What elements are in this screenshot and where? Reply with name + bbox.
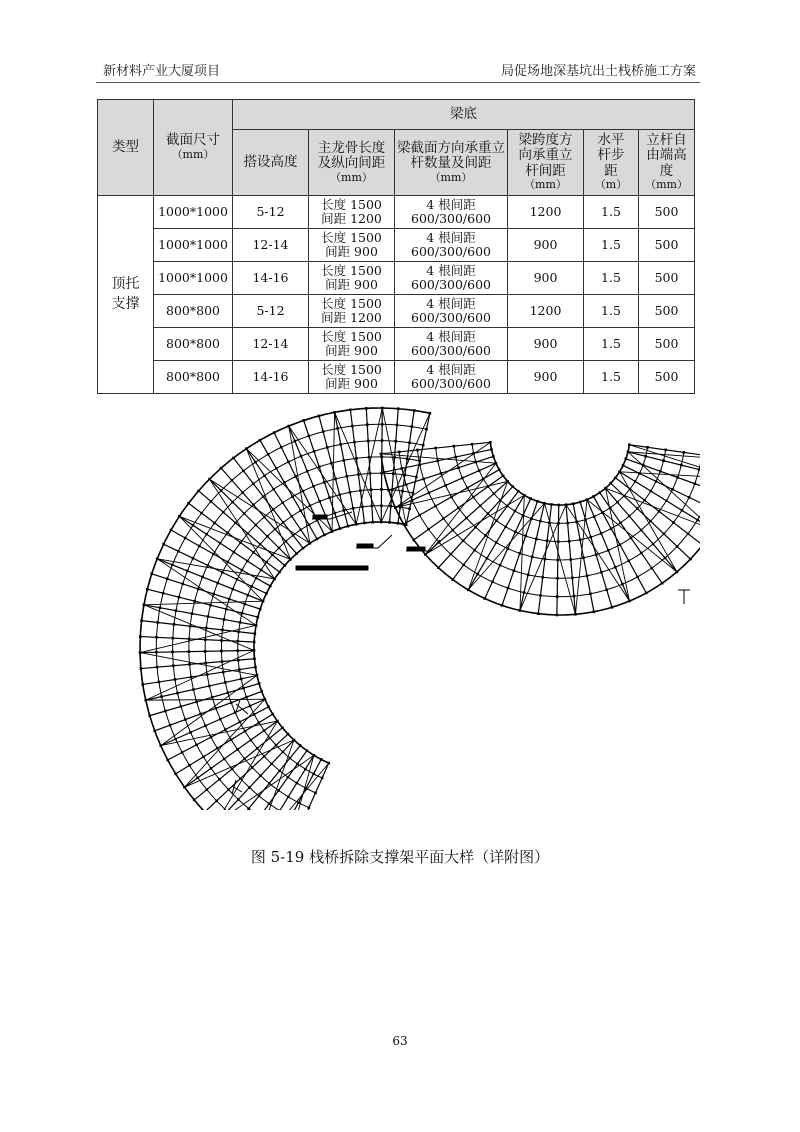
header-document-title: 局促场地深基坑出土栈桥施工方案 [500, 64, 696, 79]
cell-span: 1200 [508, 196, 584, 229]
header-type: 类型 [98, 100, 154, 196]
header-horizontal-step-unit: （m） [594, 178, 628, 192]
cell-step: 1.5 [584, 196, 639, 229]
header-section-size-unit: （mm） [171, 147, 215, 161]
cell-poles-count: 4 根间距 [426, 328, 476, 344]
cell-free: 500 [639, 196, 695, 229]
cell-keel-length: 长度 1500 [321, 262, 382, 278]
cell-keel [309, 361, 395, 394]
type-line-2: 支撑 [111, 295, 140, 312]
cell-height: 5-12 [233, 295, 309, 328]
cell-step: 1.5 [584, 229, 639, 262]
cell-section: 1000*1000 [154, 196, 233, 229]
cell-section: 800*800 [154, 295, 233, 328]
header-main-keel-unit: （mm） [330, 170, 373, 184]
cell-keel-length: 长度 1500 [321, 295, 382, 311]
cell-keel [309, 295, 395, 328]
table-row [98, 328, 695, 361]
cell-keel [309, 196, 395, 229]
cell-height: 5-12 [233, 196, 309, 229]
cell-free: 500 [639, 361, 695, 394]
cell-step: 1.5 [584, 295, 639, 328]
header-beam-section-poles-label: 梁截面方向承重立杆数量及间距 [397, 139, 505, 172]
cell-section: 1000*1000 [154, 229, 233, 262]
table-row [98, 196, 695, 229]
cell-poles [395, 328, 508, 361]
header-section-size [154, 100, 233, 196]
cell-step: 1.5 [584, 262, 639, 295]
type-cell [98, 196, 154, 394]
header-free-end-unit: （mm） [645, 178, 688, 192]
table-row [98, 229, 695, 262]
cell-poles-spacing: 600/300/600 [411, 277, 491, 292]
header-free-end-label: 立杆自由端高度 [646, 131, 687, 179]
scaffold-grid [139, 407, 700, 810]
page-number: 63 [392, 1034, 408, 1048]
cell-section: 800*800 [154, 361, 233, 394]
cell-span: 900 [508, 328, 584, 361]
table-row [98, 262, 695, 295]
header-beam-bottom: 梁底 [233, 100, 695, 130]
cell-keel [309, 262, 395, 295]
cell-free: 500 [639, 295, 695, 328]
cell-height: 14-16 [233, 262, 309, 295]
cell-span: 900 [508, 361, 584, 394]
cell-keel [309, 229, 395, 262]
support-frame-plan-drawing [120, 405, 700, 810]
cell-span: 900 [508, 229, 584, 262]
cell-keel-length: 长度 1500 [321, 196, 382, 212]
cell-poles-spacing: 600/300/600 [411, 211, 491, 226]
cell-height: 12-14 [233, 229, 309, 262]
cell-keel-spacing: 间距 900 [325, 277, 378, 292]
cell-poles-count: 4 根间距 [426, 361, 476, 377]
cell-height: 12-14 [233, 328, 309, 361]
cell-poles-spacing: 600/300/600 [411, 376, 491, 391]
cell-step: 1.5 [584, 328, 639, 361]
cell-poles [395, 229, 508, 262]
cell-poles [395, 361, 508, 394]
cell-poles-count: 4 根间距 [426, 295, 476, 311]
cell-height: 14-16 [233, 361, 309, 394]
header-section-size-label: 截面尺寸 [166, 132, 220, 149]
cell-section: 800*800 [154, 328, 233, 361]
header-horizontal-step-label: 水平杆步距 [597, 131, 625, 179]
cell-keel-length: 长度 1500 [321, 229, 382, 245]
header-project-name: 新材料产业大厦项目 [103, 64, 221, 79]
cell-poles-count: 4 根间距 [426, 262, 476, 278]
header-rule [96, 82, 700, 83]
header-span-poles-label: 梁跨度方向承重立杆间距 [518, 131, 573, 179]
cell-keel [309, 328, 395, 361]
cell-poles-spacing: 600/300/600 [411, 310, 491, 325]
header-span-poles [508, 130, 584, 196]
header-beam-section-poles-unit: （mm） [429, 170, 473, 184]
cell-poles [395, 196, 508, 229]
cell-step: 1.5 [584, 361, 639, 394]
cell-keel-spacing: 间距 900 [325, 244, 378, 259]
type-line-1: 顶托 [111, 275, 140, 292]
cell-poles [395, 262, 508, 295]
cell-keel-spacing: 间距 1200 [321, 310, 382, 325]
table-row [98, 361, 695, 394]
cell-free: 500 [639, 328, 695, 361]
cell-free: 500 [639, 229, 695, 262]
header-horizontal-step [584, 130, 639, 196]
cell-poles-spacing: 600/300/600 [411, 244, 491, 259]
support-spec-table [97, 99, 695, 394]
cell-poles-count: 4 根间距 [426, 196, 476, 212]
cell-span: 1200 [508, 295, 584, 328]
cell-poles [395, 295, 508, 328]
cell-keel-spacing: 间距 900 [325, 343, 378, 358]
cell-poles-count: 4 根间距 [426, 229, 476, 245]
header-beam-section-poles [395, 130, 508, 196]
header-main-keel-label: 主龙骨长度及纵向间距 [317, 139, 386, 172]
table-row [98, 295, 695, 328]
cell-poles-spacing: 600/300/600 [411, 343, 491, 358]
cell-keel-length: 长度 1500 [321, 328, 382, 344]
header-span-poles-unit: （mm） [524, 178, 567, 192]
cell-keel-spacing: 间距 1200 [321, 211, 382, 226]
cell-keel-spacing: 间距 900 [325, 376, 378, 391]
header-free-end [639, 130, 695, 196]
cell-keel-length: 长度 1500 [321, 361, 382, 377]
header-erection-height: 搭设高度 [233, 130, 309, 196]
header-main-keel [309, 130, 395, 196]
cell-span: 900 [508, 262, 584, 295]
drawing-annotations [232, 512, 690, 794]
cell-section: 1000*1000 [154, 262, 233, 295]
cell-free: 500 [639, 262, 695, 295]
figure-caption: 图 5-19 栈桥拆除支撑架平面大样（详附图） [250, 848, 550, 866]
